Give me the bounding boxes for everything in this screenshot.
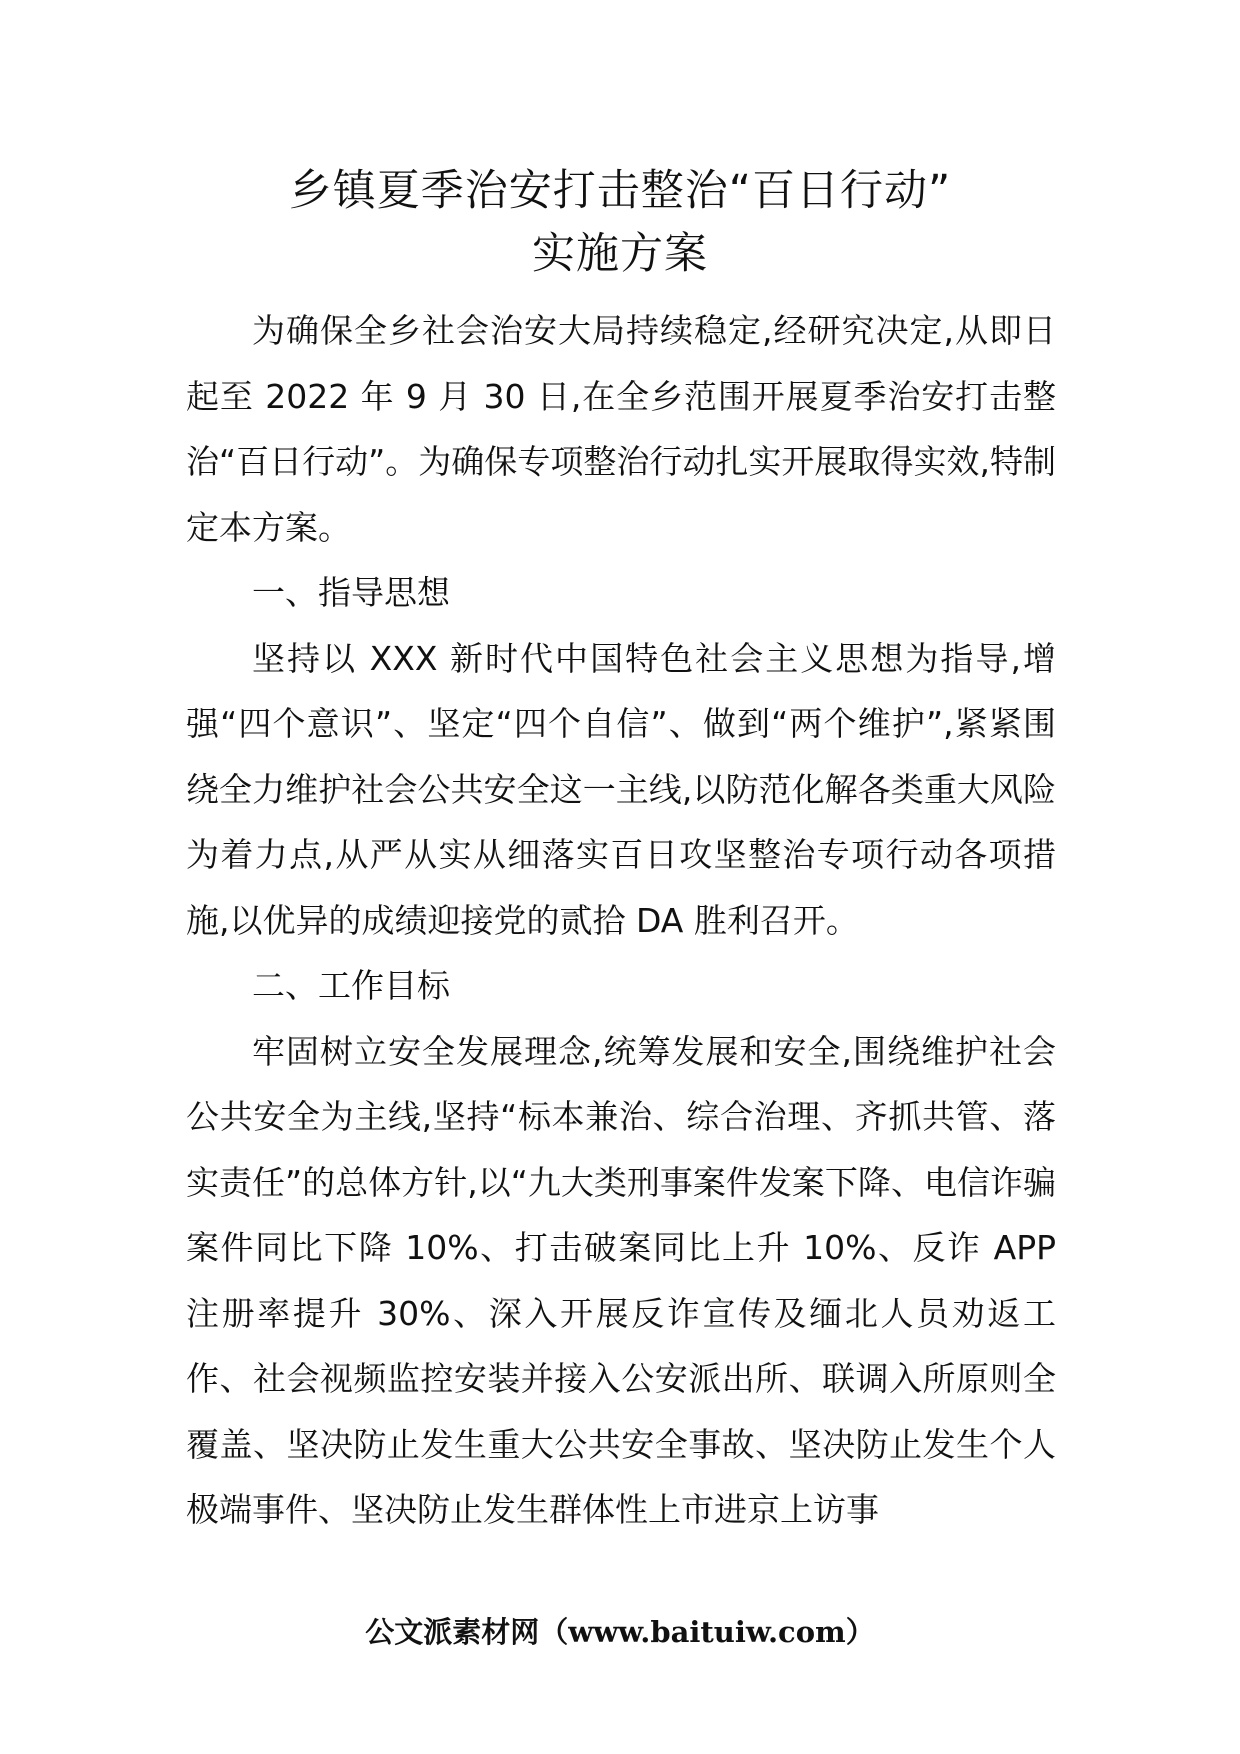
document-title xyxy=(0,160,1240,286)
title-line-1: 乡镇夏季治安打击整治“百日行动” xyxy=(288,166,952,216)
section-heading-work-goals: 二、工作目标 xyxy=(252,966,450,1005)
document-body xyxy=(186,298,1056,1543)
title-line-2: 实施方案 xyxy=(532,229,708,279)
intro-paragraph: 为确保全乡社会治安大局持续稳定,经研究决定,从即日起至 2022 年 9 月 30 日,在全乡范围开展夏季治安打击整治“百日行动”。为确保专项整治行动扎实开展取得实效,特制定本方案。 xyxy=(186,311,1056,547)
work-goals-paragraph: 牢固树立安全发展理念,统筹发展和安全,围绕维护社会公共安全为主线,坚持“标本兼治、综合治理、齐抓共管、落实责任”的总体方针,以“九大类刑事案件发案下降、电信诈骗案件同比下降 10%、打击破案同比上升 10%、反诈 APP 注册率提升 30%、深入开展反诈宣传及缅北人员劝返工作、社会视频监控安装并接入公安派出所、联调入所原则全覆盖、坚决防止发生重大公共安全事故、坚决防止发生个人极端事件、坚决防止发生群体性上市进京上访事 xyxy=(186,1031,1056,1529)
guiding-thought-paragraph: 坚持以 XXX 新时代中国特色社会主义思想为指导,增强“四个意识”、坚定“四个自信”、做到“两个维护”,紧紧围绕全力维护社会公共安全这一主线,以防范化解各类重大风险为着力点,从严从实从细落实百日攻坚整治专项行动各项措施,以优异的成绩迎接党的贰拾 DA 胜利召开。 xyxy=(186,638,1056,940)
section-heading-guiding-thought: 一、指导思想 xyxy=(252,573,450,612)
footer-watermark: 公文派素材网（www.baituiw.com） xyxy=(365,1615,875,1649)
